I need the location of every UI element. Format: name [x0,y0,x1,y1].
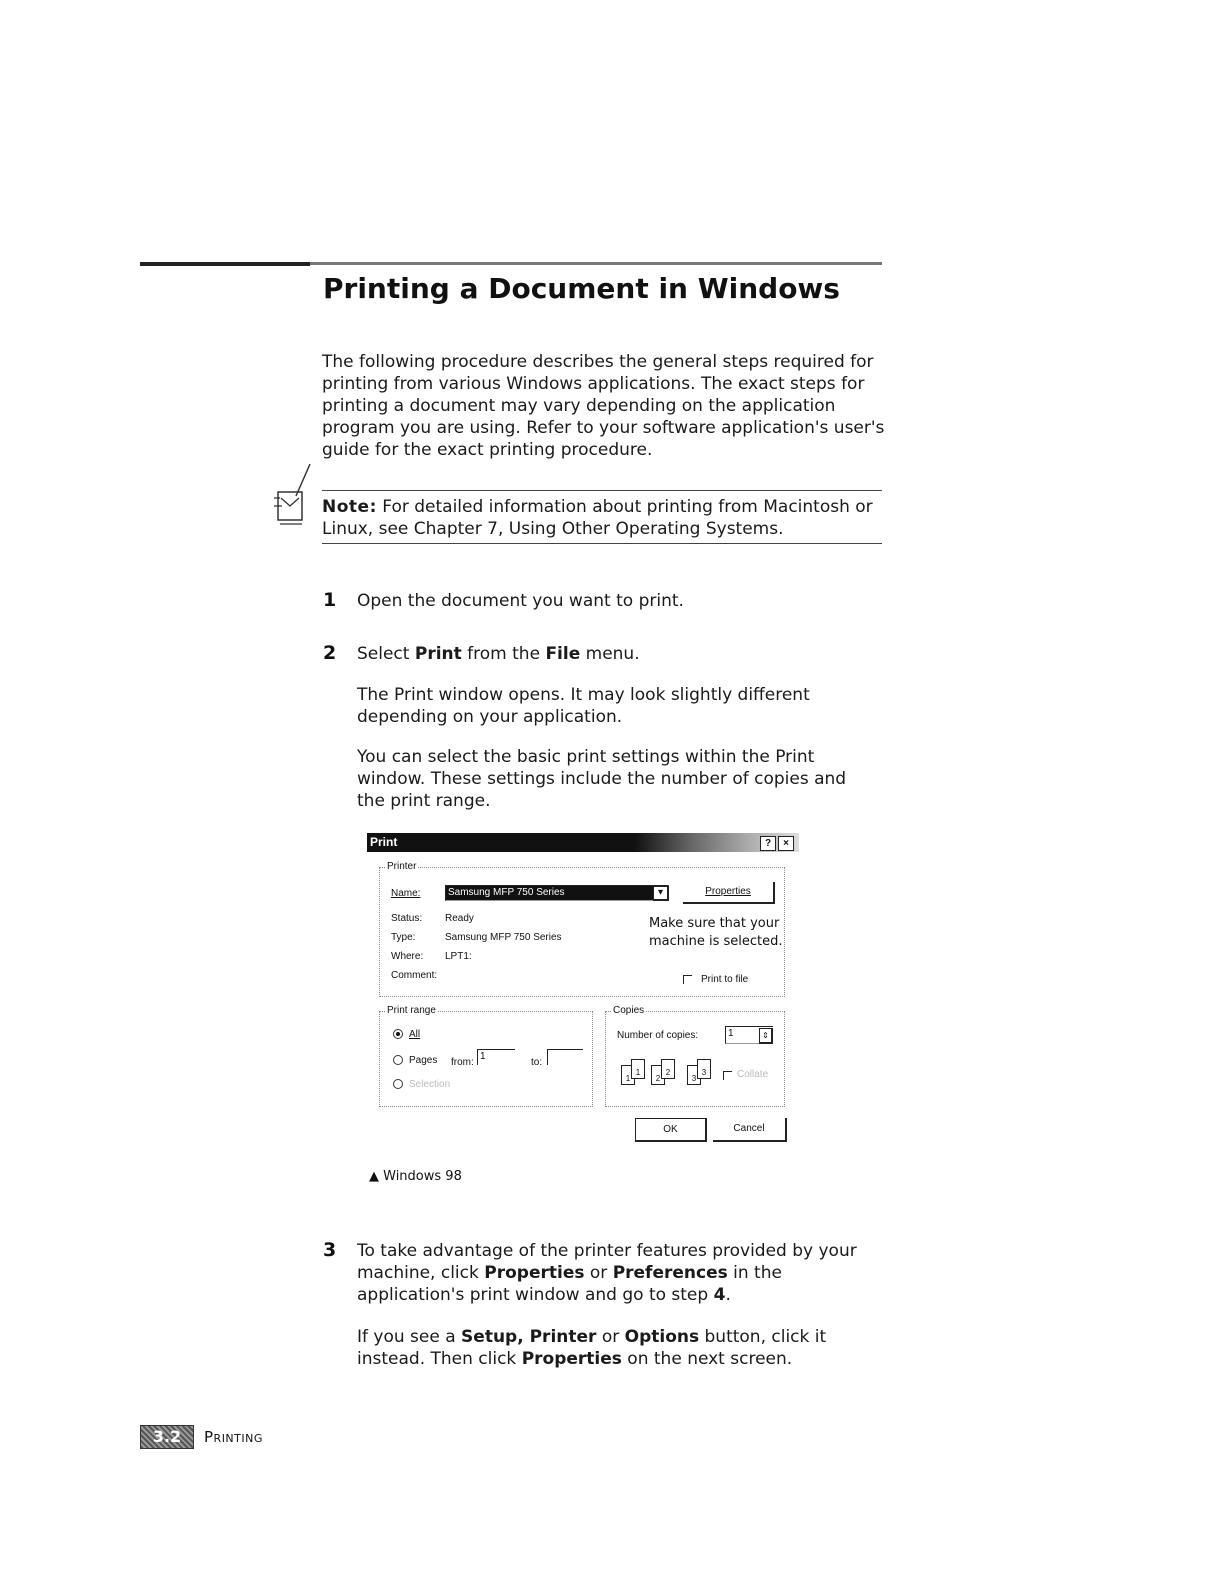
from-input[interactable] [477,1049,515,1065]
collate-label: Collate [737,1069,769,1080]
note-bottom-rule [322,543,882,544]
bold-term: Properties [521,1349,622,1369]
cancel-button-label: Cancel [733,1123,765,1134]
text-run: menu. [580,644,640,664]
copies-value: 1 [728,1028,734,1039]
name-label: Name: [391,888,421,899]
all-radio[interactable] [393,1029,403,1039]
cancel-button[interactable] [713,1118,787,1142]
all-label: All [409,1029,421,1040]
step-text [357,643,882,665]
intro-paragraph: The following procedure describes the general steps required for printing from various Windows applications. The exact steps for printing a document may vary depending on the application program you are using. Refer to your software application's user's guide for the exact printing procedure. [322,352,885,460]
collate-checkbox[interactable] [723,1071,732,1080]
page-title: Printing a Document in Windows [323,272,840,305]
from-label: from: [451,1057,474,1068]
note-pencil-icon [252,462,316,526]
status-value: Ready [445,913,474,924]
collate-page-icon: 1 [631,1059,645,1079]
note-box [322,496,887,540]
text-run: or [584,1263,613,1283]
bold-term: Setup, Printer [461,1327,597,1347]
text-run: To take advantage of the printer features provided by your machine, click [357,1241,857,1283]
ok-button[interactable] [635,1118,707,1142]
printer-name-value: Samsung MFP 750 Series [448,887,565,898]
bold-term: 4 [713,1285,726,1305]
text-run: . [725,1285,731,1305]
text-run: or [596,1327,625,1347]
callout-note: Make sure that your machine is selected. [649,916,783,949]
printer-name-select[interactable] [445,885,669,901]
selection-label: Selection [409,1079,451,1090]
help-button[interactable]: ? [760,836,776,851]
step-text [357,1240,882,1306]
step-text: Open the document you want to print. [357,591,684,611]
bold-term: File [545,644,581,664]
type-value: Samsung MFP 750 Series [445,932,562,943]
comment-label: Comment: [391,970,438,981]
print-range-label: Print range [387,1005,436,1016]
properties-button-label: Properties [705,886,751,897]
pages-radio[interactable] [393,1055,403,1065]
selection-radio[interactable] [393,1079,403,1089]
where-label: Where: [391,951,424,962]
pages-label: Pages [409,1055,438,1066]
bold-term: Preferences [612,1263,728,1283]
print-to-file-label: Print to file [701,974,749,985]
collate-page-icon: 1 [621,1065,635,1085]
number-of-copies-label: Number of copies: [617,1030,699,1041]
copies-group-label: Copies [613,1005,645,1016]
step-number: 3 [323,1239,337,1261]
header-rule-accent [140,262,310,266]
status-label: Status: [391,913,423,924]
note-top-rule [322,490,882,491]
to-label: to: [531,1057,543,1068]
close-button[interactable]: × [778,836,794,851]
dialog-title: Print [370,835,398,849]
section-label: Printing [204,1428,263,1446]
bold-term: Properties [484,1263,585,1283]
chevron-down-icon[interactable]: ▾ [653,886,669,901]
collate-page-icon: 2 [661,1059,675,1079]
collate-page-icon: 3 [687,1065,701,1085]
dialog-titlebar [367,833,799,852]
text-run: on the next screen. [621,1349,793,1369]
figure-caption: ▲ Windows 98 [369,1169,462,1184]
spinner-arrows-icon[interactable]: ⇕ [759,1028,773,1044]
text-run: in the application's print window and go to step [357,1263,782,1305]
print-to-file-checkbox[interactable] [683,975,692,984]
collate-page-icon: 3 [697,1059,711,1079]
text-run: button, click it instead. Then click [357,1327,827,1369]
from-value: 1 [480,1051,486,1062]
note-text: For detailed information about printing from Macintosh or Linux, see Chapter 7, Using Other Operating Systems. [322,497,873,539]
step-number: 2 [323,642,337,664]
properties-button[interactable] [683,882,775,904]
collate-page-icon: 2 [651,1065,665,1085]
step2-paragraph: The Print window opens. It may look slightly different depending on your application. [357,685,810,727]
to-input[interactable] [547,1049,583,1065]
step3-paragraph [357,1326,882,1370]
step-number: 1 [323,589,337,611]
printer-group-label: Printer [387,861,417,872]
text-run: If you see a [357,1327,462,1347]
ok-button-label: OK [663,1124,678,1135]
type-label: Type: [391,932,416,943]
bold-term: Options [624,1327,700,1347]
text-run: from the [461,644,546,664]
note-label: Note: [322,497,377,517]
where-value: LPT1: [445,951,472,962]
page-number-badge: 3.2 [140,1425,194,1449]
step2-paragraph: You can select the basic print settings within the Print window. These settings include the number of copies and the print range. [357,747,847,811]
print-dialog [367,833,799,1155]
bold-term: Print [414,644,462,664]
text-run: Select [357,644,415,664]
